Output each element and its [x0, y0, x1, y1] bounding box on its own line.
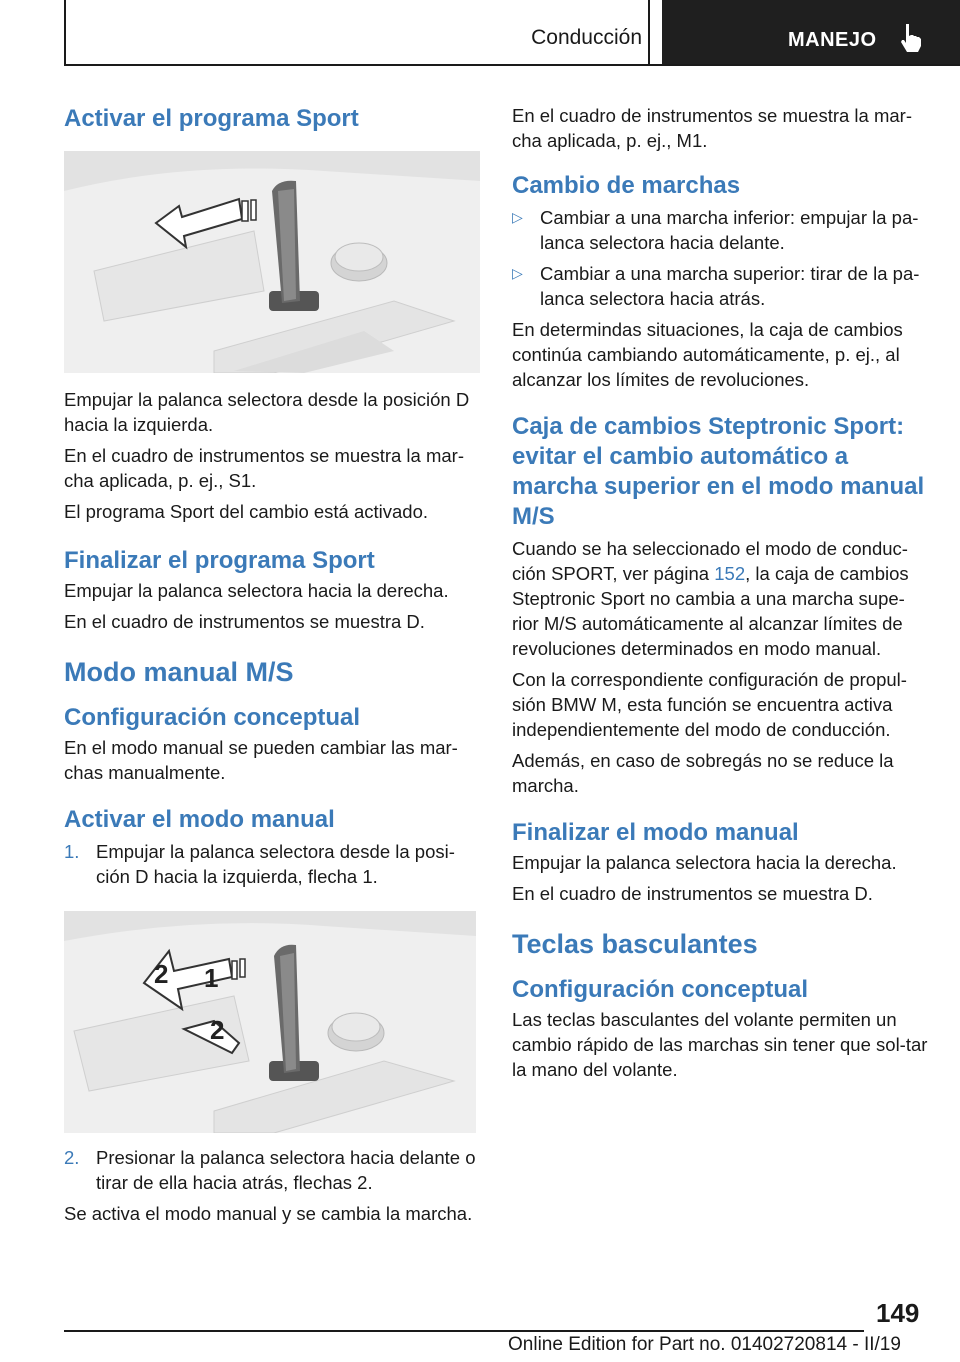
paragraph-paddles: Las teclas basculantes del volante permiten un cambio rápido de las marchas sin tener que sol‐tar la mano del volante.: [512, 1009, 928, 1080]
figure-selector-lever-sport: [64, 151, 480, 373]
paragraph-manual-activated: Se activa el modo manual y se cambia la marcha.: [64, 1203, 473, 1224]
heading-paddles: Teclas basculantes: [512, 929, 758, 959]
arrow-label-1: 1: [204, 963, 219, 993]
step-text: Empujar la palanca selectora desde la posi‐ción D hacia la izquierda, flecha 1.: [96, 841, 455, 887]
step-item-2: [64, 1145, 480, 1195]
paragraph-sport-instruction: Empujar la palanca selectora desde la posición D hacia la izquierda.: [64, 389, 470, 435]
bullet-triangle-icon: ▷: [512, 209, 523, 225]
paragraph-end-sport-display: En el cuadro de instrumentos se muestra D.: [64, 611, 425, 632]
footer-edition: Online Edition for Part no. 01402720814 - II/19: [508, 1334, 901, 1355]
step-item-1: [64, 839, 480, 889]
heading-concept: Configuración conceptual: [64, 704, 361, 731]
bullet-item-upshift: [512, 261, 928, 311]
paragraph-manual-concept: En el modo manual se pueden cambiar las mar‐chas manualmente.: [64, 737, 458, 783]
arrow-label-2-lower: 2: [210, 1015, 225, 1045]
step-text: Presionar la palanca selectora hacia delante o tirar de ella hacia atrás, flechas 2.: [96, 1147, 476, 1193]
heading-gear-change: Cambio de marchas: [512, 172, 741, 199]
heading-end-manual: Finalizar el modo manual: [512, 819, 799, 846]
header-chapter-tab: [662, 0, 960, 66]
header-section-title: Conducción: [531, 26, 642, 49]
arrow-label-2-upper: 2: [154, 959, 169, 989]
selector-lever-illustration: [64, 151, 480, 373]
pointing-hand-icon: [898, 22, 924, 54]
page-number: 149: [876, 1298, 920, 1328]
page-reference-link[interactable]: 152: [714, 563, 746, 584]
figure-selector-lever-manual: [64, 911, 476, 1133]
header-section-tab: [64, 0, 650, 66]
paragraph-bmw-m-config: Con la correspondiente configuración de propul‐sión BMW M, esta función se encuentra activa independientemente del modo de conducción.: [512, 669, 907, 740]
step-number: 2.: [64, 1147, 80, 1168]
paragraph-gear-display: En el cuadro de instrumentos se muestra la mar‐cha aplicada, p. ej., M1.: [512, 105, 912, 151]
paragraph-auto-shift: En determindas situaciones, la caja de cambios continúa cambiando automáticamente, p. ej., al alcanzar los límites de revoluciones.: [512, 319, 903, 390]
paragraph-steptronic-text-b: , la caja de cambios Steptronic Sport no cambia a una marcha supe‐rior M/S automáticamente al alcanzar límites de revoluciones determinados en modo manual.: [512, 563, 909, 659]
heading-activate-manual: Activar el modo manual: [64, 806, 335, 833]
heading-concept-paddles: Configuración conceptual: [512, 976, 809, 1003]
selector-lever-arrows-illustration: [64, 911, 476, 1133]
bullet-item-downshift: [512, 205, 928, 255]
bullet-text: Cambiar a una marcha superior: tirar de la pa‐lanca selectora hacia atrás.: [540, 263, 920, 309]
heading-activate-sport: Activar el programa Sport: [64, 105, 359, 132]
paragraph-steptronic: [512, 536, 928, 661]
footer-rule: [64, 1330, 864, 1332]
paragraph-sport-display: En el cuadro de instrumentos se muestra la mar‐cha aplicada, p. ej., S1.: [64, 445, 464, 491]
right-column: [512, 100, 928, 1082]
header-rule: [64, 64, 960, 66]
bullet-triangle-icon: ▷: [512, 265, 523, 281]
header-chapter-title: MANEJO: [788, 29, 877, 51]
paragraph-sport-active: El programa Sport del cambio está activado.: [64, 501, 429, 522]
heading-end-sport: Finalizar el programa Sport: [64, 547, 375, 574]
paragraph-end-manual-instruction: Empujar la palanca selectora hacia la derecha.: [512, 852, 897, 873]
paragraph-steptronic-text-a: Cuando se ha seleccionado el modo de conduc‐ción SPORT, ver página: [512, 538, 908, 584]
bullet-text: Cambiar a una marcha inferior: empujar la pa‐lanca selectora hacia delante.: [540, 207, 919, 253]
heading-manual-mode: Modo manual M/S: [64, 657, 294, 687]
left-column: [64, 100, 480, 1226]
paragraph-end-manual-display: En el cuadro de instrumentos se muestra D.: [512, 883, 873, 904]
paragraph-end-sport-instruction: Empujar la palanca selectora hacia la derecha.: [64, 580, 449, 601]
step-number: 1.: [64, 841, 80, 862]
heading-steptronic: Caja de cambios Steptronic Sport: evitar el cambio automático a marcha superior en el modo manual M/S: [512, 413, 925, 530]
paragraph-overthrottle: Además, en caso de sobregás no se reduce la marcha.: [512, 750, 894, 796]
